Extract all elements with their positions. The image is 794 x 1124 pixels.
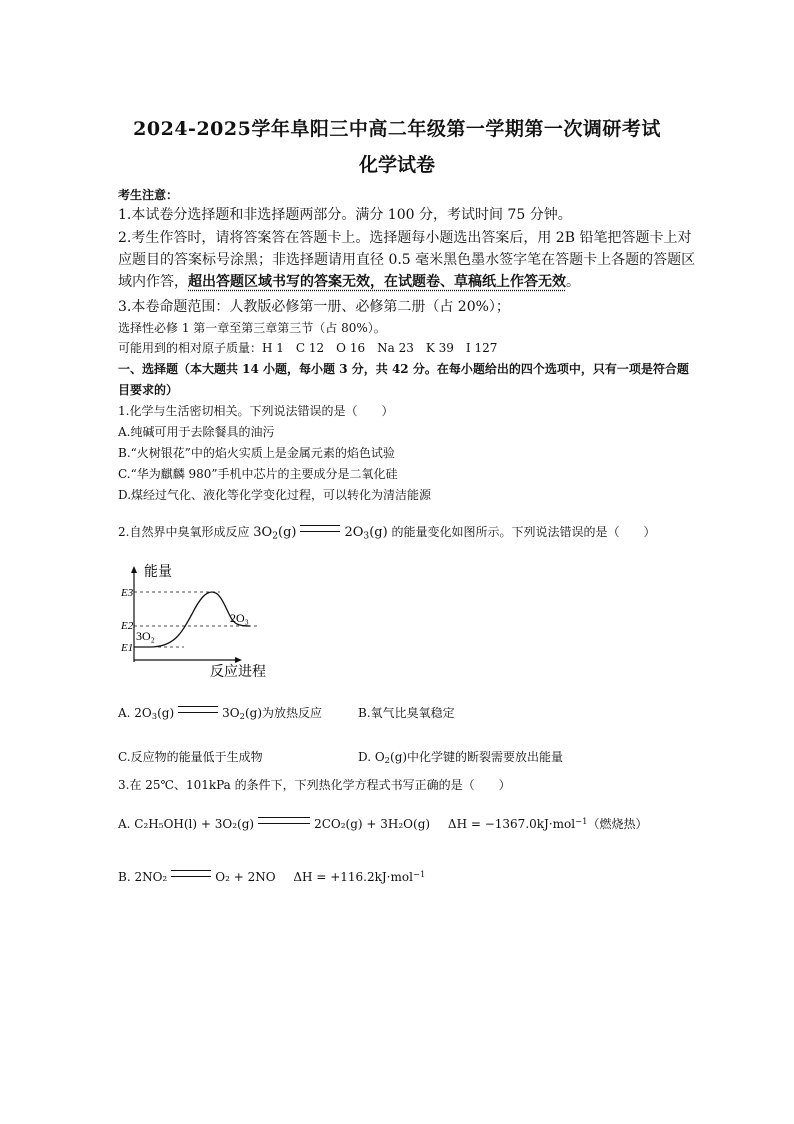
q3-a-left: A. C₂H₅OH(l) + 3O₂(g) (118, 817, 255, 831)
q3-a-note: （燃烧热） (587, 817, 648, 831)
q2-equation (253, 525, 387, 540)
notice-item-2-line-1: 2.考生作答时，请将答案答在答题卡上。选择题每小题选出答案后，用 2B 铅笔把答题卡上对 (118, 230, 692, 246)
q2-d-post: (g)中化学键的断裂需要放出能量 (390, 750, 564, 764)
section-1-heading-line-2: 目要求的） (118, 383, 179, 397)
q2-eq-right-state: (g) (369, 525, 388, 540)
q2-option-a (118, 704, 322, 721)
q3-stem: 3.在 25℃、101kPa 的条件下，下列热化学方程式书写正确的是（ ） (118, 778, 511, 792)
q3-a-right: 2CO₂(g) + 3H₂O(g) (314, 817, 431, 831)
section-1-heading-line-1: 一、选择题（本大题共 14 小题，每小题 3 分，共 42 分。在每小题给出的四个选项中，只有一项是符合题 (118, 362, 689, 376)
q3-option-b (118, 870, 425, 884)
y-axis-arrow (131, 566, 137, 573)
q2-a-pre: A. 2O (118, 706, 152, 720)
q1-stem: 1.化学与生活密切相关。下列说法错误的是（ ） (118, 404, 394, 418)
energy-diagram (120, 562, 280, 682)
q2-stem-suffix: 的能量变化如图所示。下列说法错误的是（ ） (391, 525, 656, 539)
notice-heading: 考生注意： (118, 188, 179, 202)
q3-b-right: O₂ + 2NO (215, 870, 276, 884)
q3-a-enthalpy: ΔH = −1367.0kJ·mol (447, 817, 576, 831)
q2-a-mid2: 3O (222, 706, 240, 720)
q1-option-d: D.煤经过气化、液化等化学变化过程，可以转化为清洁能源 (118, 488, 432, 502)
q2-eq-left-sub: 2 (272, 531, 279, 542)
notice-item-2-emphasis: 超出答题区域书写的答案无效，在试题卷、草稿纸上作答无效 (188, 274, 566, 290)
q2-a-mid1: (g) (157, 706, 175, 720)
q3-a-sup: −1 (575, 816, 588, 827)
equals-arrow (171, 870, 211, 877)
q3-b-left: B. 2NO₂ (118, 870, 168, 884)
atomic-masses: 可能用到的相对原子质量：H 1 C 12 O 16 Na 23 K 39 I 127 (118, 341, 498, 355)
level-e1-label: E1 (121, 642, 134, 654)
q2-eq-right-sub: 3 (363, 531, 370, 542)
equals-arrow (178, 706, 218, 713)
y-axis-label: 能量 (144, 565, 172, 580)
q2-eq-right: 2O (344, 525, 364, 540)
level-e3-label: E3 (121, 587, 134, 599)
q2-a-post: (g)为放热反应 (245, 706, 323, 720)
q1-option-a: A.纯碱可用于去除餐具的油污 (118, 425, 275, 439)
notice-item-3-line-1: 3.本卷命题范围：人教版必修第一册、必修第二册（占 20%）； (118, 299, 510, 315)
notice-item-2-line-2: 应题目的答案标号涂黑；非选择题请用直径 0.5 毫米黑色墨水签字笔在答题卡上各题的答题区 (118, 252, 696, 268)
x-axis-label: 反应进程 (210, 665, 266, 680)
x-axis-arrow (235, 657, 242, 663)
level-e2-label: E2 (121, 620, 134, 632)
exam-title: 2024-2025学年阜阳三中高二年级第一学期第一次调研考试 (133, 118, 661, 140)
q2-stem-prefix: 2.自然界中臭氧形成反应 (118, 525, 250, 539)
q2-a-sub1: 3 (151, 711, 158, 722)
q1-option-c: C.“华为麒麟 980”手机中芯片的主要成分是二氧化硅 (118, 467, 398, 481)
q2-d-pre: D. O (358, 750, 385, 764)
product-label: 2O₃ (230, 611, 249, 625)
q2-stem (118, 523, 656, 540)
q2-d-sub: 2 (384, 755, 391, 766)
notice-item-2-end: 。 (566, 274, 580, 290)
q2-option-d (358, 748, 563, 765)
q1-option-b: B.“火树银花”中的焰火实质上是金属元素的焰色试验 (118, 446, 395, 460)
notice-item-1: 1.本试卷分选择题和非选择题两部分。满分 100 分，考试时间 75 分钟。 (118, 207, 572, 223)
notice-item-2-line-3-plain: 域内作答， (118, 274, 188, 290)
q3-b-sup: −1 (412, 869, 426, 880)
equals-arrow (258, 817, 310, 824)
notice-item-2-line-3 (118, 271, 580, 291)
exam-subject: 化学试卷 (358, 154, 435, 176)
q2-eq-left: 3O (253, 525, 273, 540)
q2-eq-left-state: (g) (278, 525, 297, 540)
notice-item-3-line-2: 选择性必修 1 第一章至第三章第三节（占 80%）。 (118, 321, 386, 335)
q2-option-c: C.反应物的能量低于生成物 (118, 750, 263, 764)
q3-b-enthalpy: ΔH = +116.2kJ·mol (293, 870, 413, 884)
q3-option-a (118, 815, 647, 832)
q2-option-b: B.氧气比臭氧稳定 (358, 706, 455, 720)
q2-a-sub2: 2 (239, 711, 245, 722)
equals-arrow (300, 525, 340, 532)
reactant-label: 3O₂ (136, 629, 155, 643)
